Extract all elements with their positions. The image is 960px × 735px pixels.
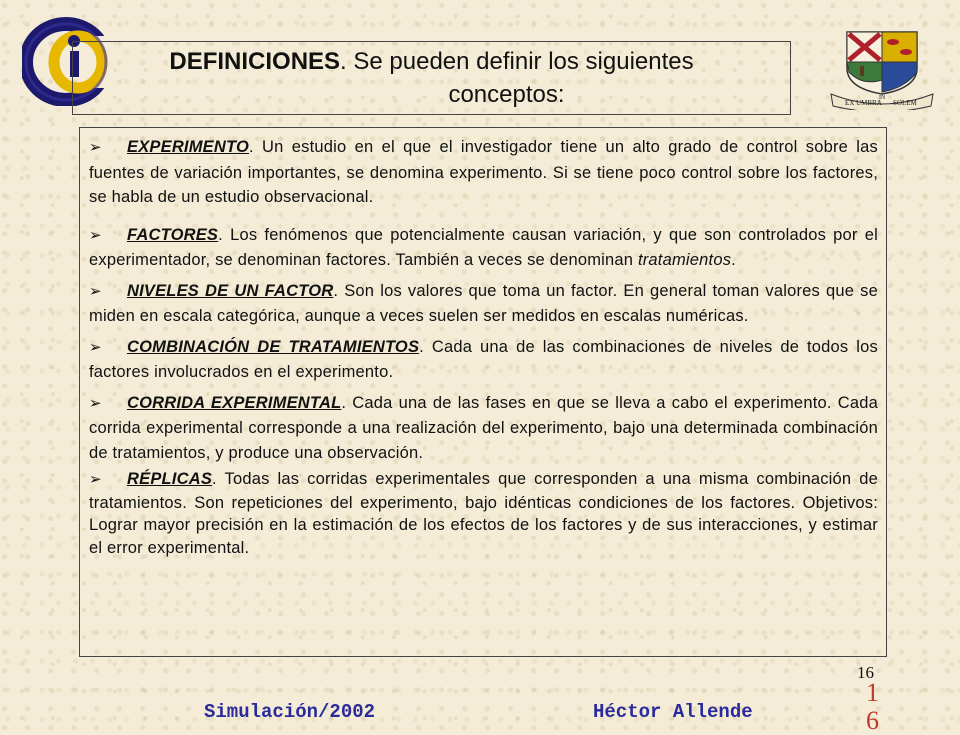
crest-motto-right: SOLEM <box>893 99 917 107</box>
footer-author: Héctor Allende <box>593 701 753 723</box>
arrow-bullet-icon: ➢ <box>89 338 102 356</box>
definition-item-factores <box>89 223 878 273</box>
page-number: 16 <box>857 663 874 682</box>
page-number-large-digit-1: 1 <box>866 678 879 707</box>
definition-italic: tratamientos <box>637 251 732 269</box>
definition-text: . Son los valores que toma un factor. En general toman valores que se miden en escala categórica, aunque a veces suelen ser medidos en escalas numéricas. <box>89 281 878 325</box>
term-label: EXPERIMENTO <box>127 138 250 156</box>
arrow-bullet-icon: ➢ <box>89 226 102 244</box>
crest-motto-left: EX UMBRA <box>845 99 882 107</box>
title-box <box>72 41 791 115</box>
arrow-bullet-icon: ➢ <box>89 471 102 488</box>
definition-item-niveles <box>89 279 878 329</box>
title-bold: DEFINICIONES <box>169 48 341 75</box>
term-label: NIVELES DE UN FACTOR <box>127 281 334 300</box>
definition-tail: . <box>731 251 736 269</box>
title-line-2: conceptos: <box>448 81 565 108</box>
footer-course: Simulación/2002 <box>204 701 376 723</box>
definition-text: . Un estudio en el que el investigador tiene un alto grado de control sobre las fuentes de variación importantes, se denomina experimento. Si se tiene poco control sobre los factores, se habla de un estudio observacional. <box>89 138 878 206</box>
term-label: CORRIDA EXPERIMENTAL <box>127 393 342 412</box>
crest-motto-in: IN <box>879 95 886 101</box>
term-label: RÉPLICAS <box>127 470 213 488</box>
definition-item-combinacion <box>89 335 878 385</box>
arrow-bullet-icon: ➢ <box>89 282 102 300</box>
term-label: COMBINACIÓN DE TRATAMIENTOS <box>127 337 420 356</box>
arrow-bullet-icon: ➢ <box>89 139 102 156</box>
definition-text: . Cada una de las fases en que se lleva a cabo el experimento. Cada corrida experimental corresponde a una realización del experimento, bajo una determinada combinación de tratamientos, y produce una observación. <box>89 393 879 462</box>
definitions-box <box>79 127 887 657</box>
page-title <box>73 47 790 77</box>
arrow-bullet-icon: ➢ <box>89 394 102 412</box>
title-rest: . Se pueden definir los siguientes <box>340 48 694 75</box>
definition-item-replicas <box>89 468 878 559</box>
definition-text: . Los fenómenos que potencialmente causan variación, y que son controlados por el experimentador, se denominan factores. También a veces se denominan <box>89 225 878 269</box>
definition-text: . Cada una de las combinaciones de niveles de todos los factores involucrados en el experimento. <box>89 337 878 381</box>
page-number-large-digit-2: 6 <box>866 706 879 735</box>
definition-item-experimento <box>89 135 878 210</box>
definition-text: . Todas las corridas experimentales que corresponden a una misma combinación de tratamientos. Son repeticiones del experimento, bajo idénticas condiciones de los factores. Objetivos: Lograr mayor precisión en la estimación de los efectos de los factores y de sus interacciones, y estimar el error experimental. <box>89 470 878 557</box>
university-crest-icon <box>827 28 937 110</box>
term-label: FACTORES <box>127 225 219 244</box>
definition-item-corrida <box>89 391 878 466</box>
